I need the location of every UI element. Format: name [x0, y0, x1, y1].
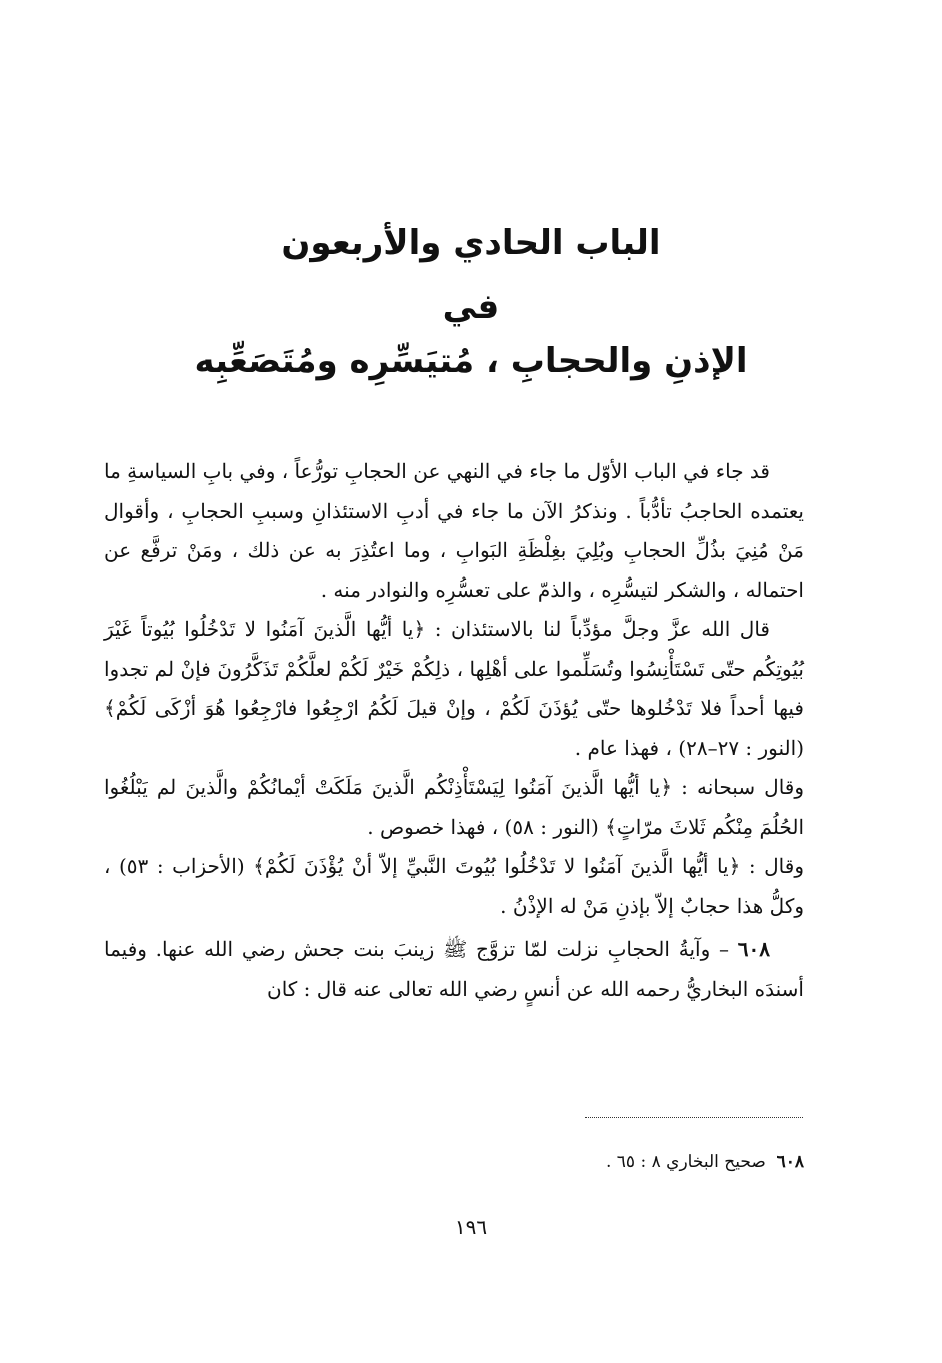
footnote-text: صحيح البخاري ٨ : ٦٥ .	[605, 1152, 766, 1172]
paragraph-608	[104, 930, 804, 1009]
footnote	[104, 1148, 804, 1176]
page-number: ١٩٦	[454, 1215, 488, 1239]
paragraph-quran-ahzab-53: وقال : ﴿يا أيُّها الَّذينَ آمَنُوا لا تَدْخُلُوا بُيُوتَ النَّبيِّ إلاّ أنْ يُؤْذَنَ لَكُمْ﴾ (الأحزاب : ٥٣) ، وكلُّ هذا حجابٌ إلاّ بإذنِ مَنْ له الإذْنُ .	[104, 854, 804, 918]
paragraph-quran-nur-27: قال الله عزَّ وجلَّ مؤدِّباً لنا بالاستئذان : ﴿يا أيُّها الَّذينَ آمَنُوا لا تَدْخُلُوا بُيُوتاً غَيْرَ بُيُوتِكُم حتّى تَسْتَأْنِسُوا وتُسَلِّموا على أهْلِها ، ذلِكُمْ خَيْرٌ لَكُمْ لعلَّكُمْ تَذَكَّرُونَ فإنْ لم تجدوا فيها أحداً فلا تَدْخُلوها حتّى يُؤذَنَ لَكُمْ ، وإنْ قيلَ لَكُمُ ارْجِعُوا فارْجِعُوا هُوَ أزْكَى لَكُمْ﴾ (النور : ٢٧–٢٨) ، فهذا عام .	[104, 617, 804, 760]
paragraph-quran-nur-58: وقال سبحانه : ﴿يا أيُّها الَّذينَ آمَنُوا لِيَسْتَأْذِنْكُم الَّذينَ مَلَكَتْ أيْمانُكُمْ والَّذينَ لم يَبْلُغُوا الحُلُمَ مِنْكُم ثَلاثَ مرّاتٍ﴾ (النور : ٥٨) ، فهذا خصوص .	[104, 775, 804, 839]
chapter-title-line-3: الإذنِ والحجابِ ، مُتيَسِّرِه ومُتَصَعِّبِه	[194, 341, 748, 381]
body-text	[104, 452, 804, 1009]
paragraph-intro: قد جاء في الباب الأوّل ما جاء في النهي عن الحجابِ تورُّعاً ، وفي بابِ السياسةِ ما يعتمده الحاجبُ تأدُّباً . ونذكرُ الآن ما جاء في أدبِ الاستئذانِ وسببِ الحجابِ ، وأقوال مَنْ مُنِيَ بذُلِّ الحجابِ وبُلِيَ بغِلْظَةِ البَوابِ ، وما اعتُذِرَ به عن ذلك ، ومَنْ ترفَّع عن احتماله ، والشكر لتيسُّرِه ، والذمّ على تعسُّرِه والنوادر منه .	[104, 459, 804, 602]
chapter-title-line-1: الباب الحادي والأربعون	[281, 223, 661, 263]
paragraph-608-text: – وآيةُ الحجابِ نزلت لمّا تزوَّج ﷺ زينبَ بنت جحش رضي الله عنها. وفيما أسندَه البخاريُّ رحمه الله عن أنسٍ رضي الله تعالى عنه قال : كان	[104, 937, 804, 1001]
footnote-number: ٦٠٨	[776, 1152, 804, 1172]
paragraph-608-number: ٦٠٨	[737, 937, 770, 961]
chapter-title-line-2: في	[442, 287, 500, 327]
footnote-divider	[585, 1117, 803, 1118]
